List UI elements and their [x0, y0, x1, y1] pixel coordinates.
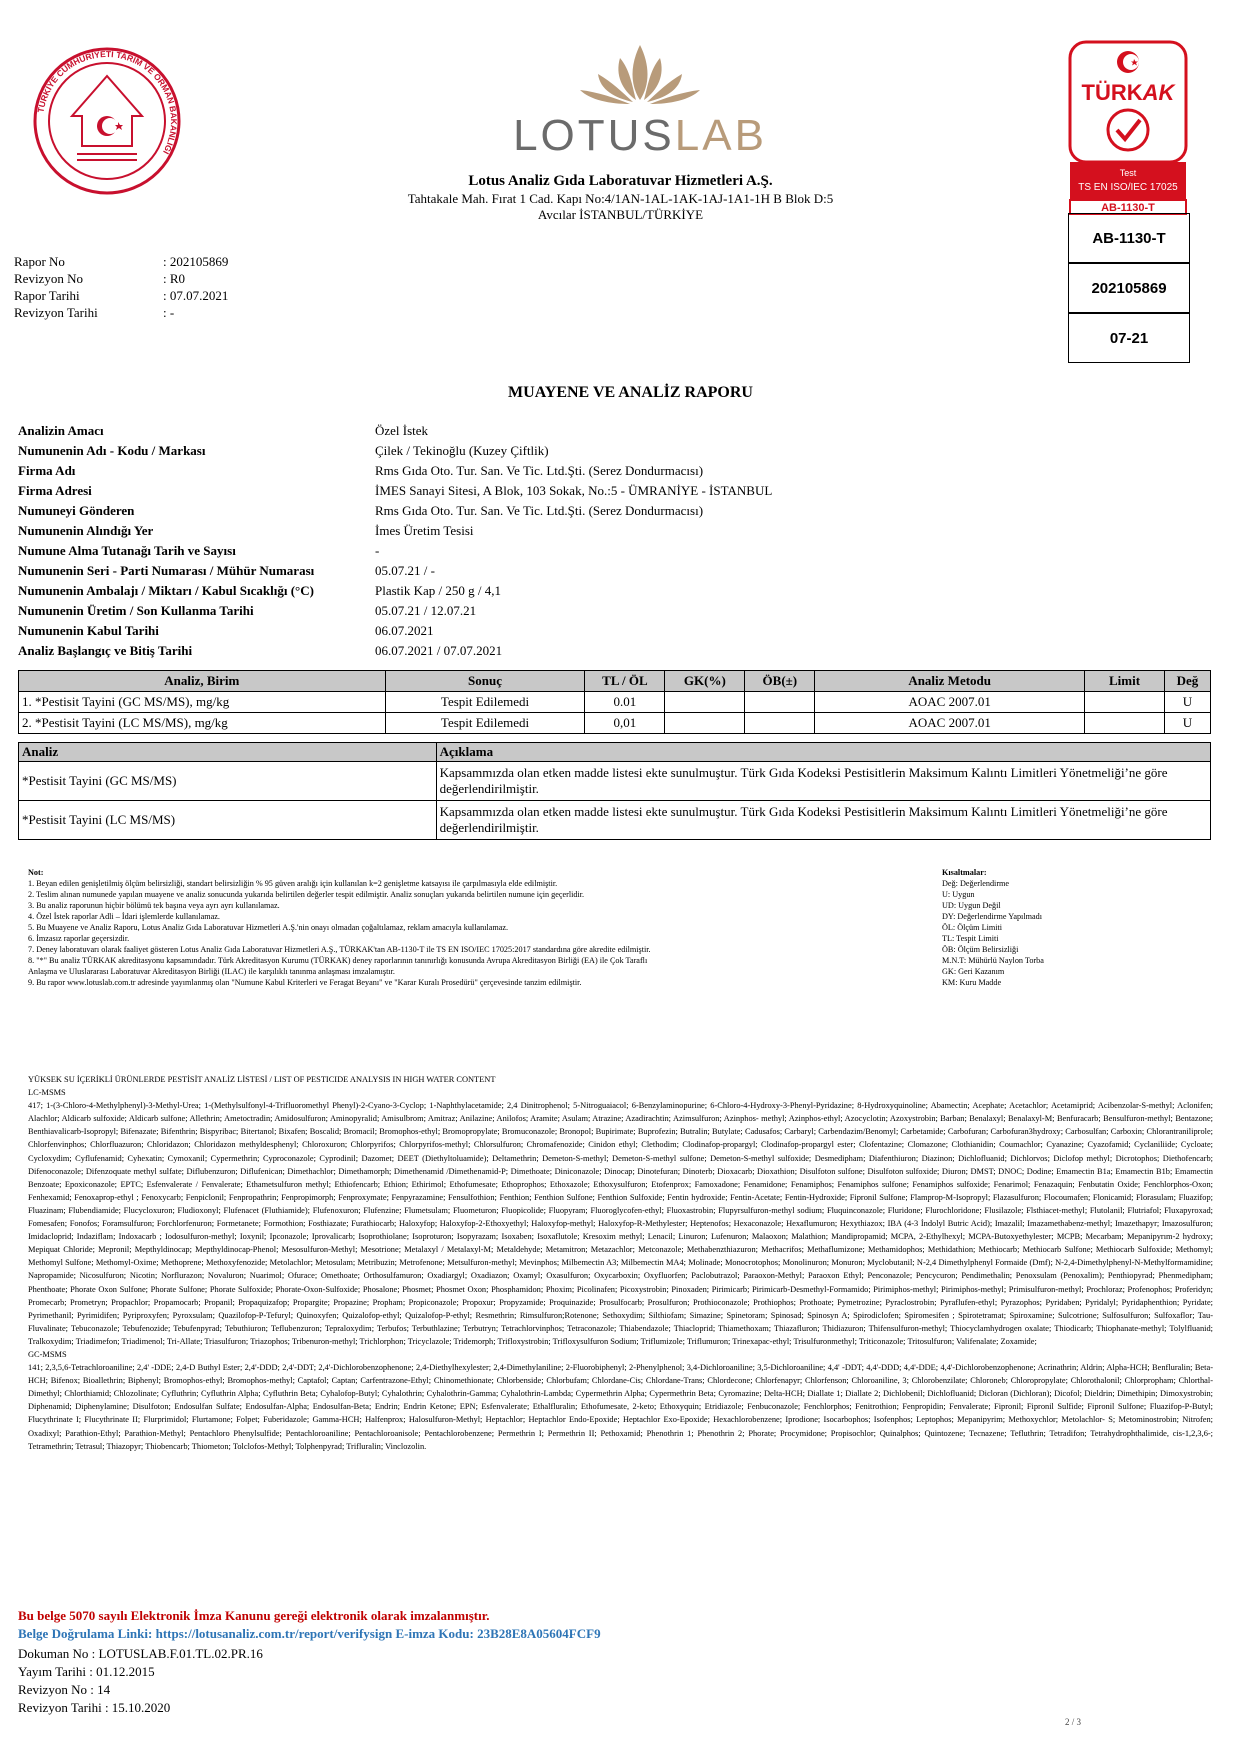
- info-value: 06.07.2021: [375, 623, 434, 638]
- svg-text:TÜRKAK: TÜRKAK: [1081, 80, 1175, 105]
- table-cell: [665, 692, 745, 713]
- column-header: Limit: [1085, 671, 1165, 692]
- column-header: Analiz, Birim: [19, 671, 386, 692]
- table-cell: [745, 713, 815, 734]
- document-info-line: Yayım Tarihi : 01.12.2015: [18, 1664, 155, 1679]
- info-value: 05.07.21 / -: [375, 563, 435, 578]
- abbreviation-item: GK: Geri Kazanım: [942, 967, 1005, 976]
- info-value: Rms Gıda Oto. Tur. San. Ve Tic. Ltd.Şti. (Serez Dondurmacısı): [375, 503, 704, 518]
- info-value: İMES Sanayi Sitesi, A Blok, 103 Sokak, No.:5 - ÜMRANİYE - İSTANBUL: [375, 483, 773, 498]
- meta-label: Rapor No: [14, 254, 65, 269]
- report-number-box: 202105869: [1068, 263, 1190, 313]
- table-cell: *Pestisit Tayini (LC MS/MS): [19, 801, 437, 840]
- company-name: Lotus Analiz Gıda Laboratuvar Hizmetleri A.Ş.: [468, 173, 773, 189]
- column-header: ÖB(±): [745, 671, 815, 692]
- svg-text:AB-1130-T: AB-1130-T: [1101, 202, 1155, 214]
- note-item: 1. Beyan edilen genişletilmiş ölçüm belirsizliği, standart belirsizliğin % 95 güven aralığı için kullanılan k=2 genişletme katsayısı ile çarpılmasıyla elde edilmiştir.: [28, 879, 558, 888]
- note-item: 7. Deney laboratuvarı olarak faaliyet gösteren Lotus Analiz Gıda Laboratuvar Hizmetleri A.Ş., TÜRKAK'tan AB-1130-T ile TS EN ISO/IEC 17025:2017 standardına göre akredite edilmiştir.: [28, 945, 651, 954]
- period-box: 07-21: [1068, 313, 1190, 363]
- column-header: Sonuç: [385, 671, 585, 692]
- info-label: Firma Adı: [18, 463, 76, 478]
- table-row: [19, 762, 1211, 801]
- pesticide-list: [28, 1073, 1213, 1453]
- document-info-line: Dokuman No : LOTUSLAB.F.01.TL.02.PR.16: [18, 1646, 263, 1661]
- explanation-table: [18, 742, 1211, 840]
- abbreviation-item: U: Uygun: [942, 890, 975, 899]
- table-cell: *Pestisit Tayini (GC MS/MS): [19, 762, 437, 801]
- table-row: [19, 692, 1211, 713]
- info-label: Firma Adresi: [18, 483, 92, 498]
- table-row: [19, 801, 1211, 840]
- verification-link[interactable]: Belge Doğrulama Linki: https://lotusanaliz.com.tr/report/verifysign E-imza Kodu: 23B28E8A05604FCF9: [18, 1626, 601, 1641]
- info-label: Numunenin Ambalajı / Miktarı / Kabul Sıcaklığı (°C): [18, 583, 314, 598]
- info-label: Analiz Başlangıç ve Bitiş Tarihi: [18, 643, 193, 658]
- accreditation-number-box: AB-1130-T: [1068, 213, 1190, 263]
- meta-value: : R0: [163, 271, 186, 286]
- note-item: 4. Özel İstek raporlar Adli – İdari işlemlerde kullanılamaz.: [28, 912, 220, 921]
- abbreviations-title: Kısaltmalar:: [942, 868, 987, 877]
- results-table: [18, 670, 1211, 734]
- table-cell: AOAC 2007.01: [815, 713, 1085, 734]
- table-cell: 0,01: [585, 713, 665, 734]
- info-value: İmes Üretim Tesisi: [375, 523, 474, 538]
- abbreviation-item: TL: Tespit Limiti: [942, 934, 999, 943]
- abbreviation-item: ÖB: Ölçüm Belirsizliği: [942, 945, 1019, 954]
- note-item: 8. "*" Bu analiz TÜRKAK akreditasyonu kapsamındadır. Türk Akreditasyon Kurumu (TÜRKAK) deney raporlarının tanınırlığı konusunda Avrupa Akreditasyon Birliği (EA) ile Çok Taraflı: [28, 956, 648, 965]
- info-label: Numuneyi Gönderen: [18, 503, 135, 518]
- column-header: Analiz: [19, 743, 437, 762]
- meta-label: Rapor Tarihi: [14, 288, 80, 303]
- info-label: Numunenin Alındığı Yer: [18, 523, 154, 538]
- table-cell: 0.01: [585, 692, 665, 713]
- info-label: Numunenin Adı - Kodu / Markası: [18, 443, 206, 458]
- meta-label: Revizyon No: [14, 271, 83, 286]
- table-cell: Tespit Edilemedi: [385, 692, 585, 713]
- table-header-row: [19, 743, 1211, 762]
- abbreviation-item: Değ: Değerlendirme: [942, 879, 1010, 888]
- company-address-line1: Tahtakale Mah. Fırat 1 Cad. Kapı No:4/1AN-1AL-1AK-1AJ-1A1-1H B Blok D:5: [407, 191, 834, 206]
- info-value: 06.07.2021 / 07.07.2021: [375, 643, 503, 658]
- notes-section: [28, 867, 928, 988]
- table-cell: AOAC 2007.01: [815, 692, 1085, 713]
- info-value: Rms Gıda Oto. Tur. San. Ve Tic. Ltd.Şti. (Serez Dondurmacısı): [375, 463, 704, 478]
- meta-value: : 07.07.2021: [163, 288, 229, 303]
- svg-text:TÜRKİYE CUMHURİYETİ TARIM VE O: TÜRKİYE CUMHURİYETİ TARIM VE ORMAN BAKANLIĞI: [35, 48, 180, 157]
- lc-msms-label: LC-MSMS: [28, 1088, 66, 1098]
- note-item: 9. Bu rapor www.lotuslab.com.tr adresinde yayımlanmış olan "Numune Kabul Kriterleri ve Feragat Beyanı" ve "Karar Kuralı Prosedürü" çerçevesinde tanzim edilmiştir.: [28, 978, 582, 987]
- note-item: 3. Bu analiz raporunun hiçbir bölümü tek başına veya ayrı ayrı kullanılamaz.: [28, 901, 280, 910]
- gc-msms-label: GC-MSMS: [28, 1349, 67, 1359]
- info-label: Numune Alma Tutanağı Tarih ve Sayısı: [18, 543, 236, 558]
- notes-title: Not:: [28, 868, 44, 877]
- column-header: Değ: [1164, 671, 1210, 692]
- column-header: Analiz Metodu: [815, 671, 1085, 692]
- note-item: 2. Teslim alınan numunede yapılan muayene ve analiz sonucunda yukarıda belirtilen değerler tespit edilmiştir. Analiz sonuçları yukarıda belirtilen numune için geçerlidir.: [28, 890, 585, 899]
- page-number: 2 / 3: [1065, 1717, 1082, 1727]
- note-item: 6. İmzasız raporlar geçersizdir.: [28, 934, 130, 943]
- table-cell: U: [1164, 713, 1210, 734]
- gc-msms-list: 141; 2,3,5,6-Tetrachloroaniline; 2,4' -DDE; 2,4-D Buthyl Ester; 2,4'-DDD; 2,4'-DDT; 2,4'-Dichlorobenzophenone; 2,4-Diethylhexylester; 2,4-Dimethylaniline; 2-Fluorobiphenyl; 2-Phenylphenol; 3,4-Dichloroaniline; 3,5-Dichloroaniline; 4,4' -DDT; 4,4'-DDD; 4,4'-DDE; 4,4'-Dichlorobenzophenone; Acrinathrin; Aldrin; Alpha-HCH; Benfluralin; Beta-HCH; Bifenox; Bioallethrin; Biphenyl; Bromophos-ethyl; Bromophos-methyl; Captafol; Captan; Carfentrazone-Ethyl; Chinomethionate; Chlorbenside; Chlorbufam; Chlordane-Cis; Chlordane-Trans; Chlordecone; Chlorfenapyr; Chlorfenson; Chloroaniline, 3; Chlorobenzilate; Chloroneb; Chloropropylate; Chlorothalonil; Chlorpropham; Chlorthal-Dimethyl; Chlorthiamid; Chlozolinate; Cyfluthrin; Cyfluthrin Alpha; Cyfluthrin Beta; Cyhalofop-Butyl; Cyhalothrin; Cyhalothrin-Gamma; Cyhalothrin-Lambda; Cypermethrin Alpha; Cypermethrin Beta; Cyromazine; Delta-HCH; Diallate 1; Diallate 2; Dichlobenil; Dichlofluanid; Dicloran (Dichloran); Dicofol; Dieldrin; Dimethipin; Dimoxystrobin; Diphenamid; Diphenylamine; Disulfoton; Endosulfan Sulfate; Endosulfan-Alpha; Endosulfan-Beta; Endrin; Endrin Ketone; EPN; Esfenvalerate; Ethalfluralin; Ethofumesate, 2-keto; Ethoxyquin; Etridiazole; Fenbuconazole; Fenchlorphos; Fenitrothion; Fenpropidin; Fenvalerate; Fipronil; Fipronil Sulfide; Fipronil Sulfone; Fluazifop-P-Butyl; Flucythrinate I; Flucythrinate II; Flurprimidol; Flurtamone; Folpet; Fuberidazole; Gamma-HCH; Halfenprox; Halosulfuron-Methyl; Heptachlor; Heptachlor Endo-Epoxide; Heptachlor Exo-Epoxide; Hexachlorobenzene; Iprodione; Isocarbophos; Isofenphos; Leptophos; Mepanipyrim; Methoxychlor; Metolachlor- S; Metominostrobin; Nitrofen; Oxadixyl; Parathion-Ethyl; Parathion-Methyl; Pentachloro Phenylsulfide; Pentachloroaniline; Pentachloroanisole; Pentachlorobenzene; Permethrin I; Permethrin II; Pethoxamid; Phenothrin 1; Phenothrin 2; Phorate; Procymidone; Propisochlor; Quinalphos; Quintozene; Tecnazene; Tefluthrin; Tetradifon; Tetrahydrophthalimide, cis-1,2,3,6-; Tetramethrin; Tetrasul; Thiazopyr; Thiobencarb; Thiometon; Tolclofos-Methyl; Tolphenpyrad; Trifluralin; Vinclozolin.: [28, 1363, 1213, 1451]
- table-cell: 1. *Pestisit Tayini (GC MS/MS), mg/kg: [19, 692, 386, 713]
- column-header: TL / ÖL: [585, 671, 665, 692]
- table-cell: Kapsammızda olan etken madde listesi ekte sunulmuştur. Türk Gıda Kodeksi Pestisitlerin Maksimum Kalıntı Limitleri Yönetmeliği’ne göre değerlendirilmiştir.: [436, 801, 1210, 840]
- meta-value: : -: [163, 305, 175, 320]
- lc-msms-list: 417; 1-(3-Chloro-4-Methylphenyl)-3-Methyl-Urea; 1-(Methylsulfonyl-4-Trifluoromethyl Phenyl)-2-Cyano-3-Cyclop; 1-Naphthylacetamide; 2,4 Dinitrophenol; 5-Nitroguaiacol; 6-Benzylaminopurine; 6-Chloro-4-Hydroxy-3-Phenyl-Pyridazine; 8-Hydroxyquinoline; Abamectin; Acephate; Acetachlor; Acetamiprid; Acibenzolar-S-methyl; Aclonifen; Alachlor; Aldicarb sulfoxide; Aldicarb sulfone; Allethrin; Ametoctradin; Amidosulfuron; Aminopyralid; Amisulbrom; Amitraz; Anilazine; Anilofos; Aramite; Asulam; Atrazine; Azadirachtin; Azimsulfuron; Azinphos- methyl; Azinphos-ethyl; Azocyclotin; Azoxystrobin; Barban; Benalaxyl; Benalaxyl-M; Benfuracarb; Bensulfuron-methyl; Bentazone; Benthiavalicarb-Isopropyl; Bifenazate; Bifenthrin; Bispyribac; Bitertanol; Bixafen; Boscalid; Bromacil; Bromophos-ethyl; Bromopropylate; Bromuconazole; Bronopol; Bupirimate; Buprofezin; Butralin; Butylate; Cadusafos; Carbaryl; Carbendazim/Benomyl; Carbetamide; Carbofuran; Carbofuran3hydroxy; Carbosulfan; Carboxin; Chlorantraniliprole; Chlorfenvinphos; Chlorfluazuron; Chloridazon; Chloridazon methyldesphenyl; Chloroxuron; Chlorpyrifos; Chlorpyrifos-methyl; Chlorsulfuron; Chromafenozide; Cinidon ethyl; Clethodim; Clodinafop-propargyl; Clodinafop-propargyl ester; Clofentazine; Clomazone; Clothianidin; Coumachlor; Cyanazine; Cyazofamid; Cyclaniliide; Cycloate; Cycloxydim; Cyflufenamid; Cyhexatin; Cymoxanil; Cypermethrin; Cyproconazole; Cyprodinil; Dazomet; DEET (Diethyltoluamide); Deltamethrin; Demeton-S-methyl; Demeton-S-methyl sulfone; Demeton-S-methyl sulfoxide; Desmedipham; Diafenthiuron; Diazinon; Dichlofluanid; Dichlorvos; Diclofop methyl; Dicrotophos; Diethofencarb; Difenoconazole; Difenzoquate methyl sulfate; Diflubenzuron; Diflufenican; Dimethachlor; Dimethamorph; Dimethenamid /Dimethenamid-P; Dimethoate; Diniconazole; Dinocap; Dinotefuran; Dinoterb; Dioxacarb; Dioxathion; Disulfoton sulfone; Disulfoton sulfoxide; Diuron; DMST; DNOC; Dodine; Emamectin B1a; Emamectin B1b; Emamectin Benzoate; Epoxiconazole; EPTC; Esfenvalerate / Fenvalerate; Ethametsulfuron methyl; Ethiofencarb; Ethion; Ethirimol; Ethofumesate; Ethoprophos; Ethoxazole; Ethoxysulfuron; Etofenprox; Famoxadone; Fenamidone; Fenamiphos; Fenamiphos sulfone; Fenamiphos sulfoxide; Fenarimol; Fenazaquin; Fenbutatin Oxide; Fenchlorphos-Oxon; Fenhexamid; Fenoxaprop-ethyl ; Fenoxycarb; Fenpiclonil; Fenpropathrin; Fenpropimorph; Fenproxymate; Fenpyrazamine; Fensulfothion; Fenthion; Fenthion Sulfone; Fenthion Sulfoxide; Fentin hydroxide; Fentin-Acetate; Fentin-Hydroxide; Fipronil Sulfone; Flamprop-M-Isopropyl; Flazasulfuron; Flocoumafen; Flonicamid; Florasulam; Fluazifop; Fluazinam; Flubendiamide; Flucycloxuron; Fludioxonyl; Flufenacet (Fluthiamide); Flufenoxuron; Flufenzine; Flumetsulam; Fluometuron; Fluopicolide; Fluopyram; Fluoroglycofen-ethyl; Fluoxastrobin; Flupyrsulfuron-methyl sodium; Fluquinconazole; Fluridone; Flurochloridone; Flusilazole; Flsthiacet-methyl; Flutolanil; Flutriafol; Fluxapyroxad; Fomesafen; Fonofos; Foramsulfuron; Forchlorfenuron; Formetanete; Formothion; Fosthiazate; Furathiocarb; Haloxyfop; Haloxyfop-2-Ethoxyethyl; Haloxyfop-methyl; Haloxyfop-R-Methylester; Heptenofos; Hexaconazole; Hexaflumuron; Hexythiazox; IBA (4-3 İndolyl Butric Acid); Imazalil; Imazamethabenz-methyl; Imazethapyr; Imazosulfuron; Imidacloprid; Indaziflam; Indoxacarb ; Iodosulfuron-methyl; Ioxynil; Ipconazole; Iprovalicarb; Isoprothiolane; Isoproturon; Isopyrazam; Isoxaben; Isoxaflutole; Kresoxim methyl; Lenacil; Linuron; Lufenuron; Malaoxon; Malathion; Mandipropamid; MCPA, 2-Ethylhexyl; MCPA-Butoxyethylester; MCPB; Mecarbam; Mepanipyrım-2 hydroxy; Mepiquat Chloride; Mepronil; Mepthyldinocap; Mepthyldinocap-Phenol; Mesosulfuron-Methyl; Mesotrione; Metalaxyl / Metalaxyl-M; Metaldehyde; Metamitron; Metazachlor; Metconazole; Methabenzthiazuron; Methacrifos; Methaflumizone; Methamidophos; Methidathion; Methiocarb; Methiocarb Sulfone; Methiocarb Sulfoxide; Methomyl; Methomyl Sulfone; Methomyl-Oxime; Methoprene; Methoxyfenozide; Metolachlor; Metosulam; Metribuzin; Metrofenone; Metsulfuron-methyl; Mevinphos; Milbemectin A3; Milbemectin MA4; Molinade; Monocrotophos; Monolinuron; Monuron; Myclobutanil; N-2,4 Dimethylphenyl Formaide (Dmf); N-2,4-Dimethylphenyl-N-Methylformamidine; Napropamide; Nicosulfuron; Nicotin; Norflurazon; Novaluron; Nuarimol; Ofurace; Omethoate; Orthosulfamuron; Oxadiargyl; Oxadiazon; Oxamyl; Oxasulfuron; Oxycarboxin; Oxyfluorfen; Paclobutrazol; Paraoxon-Methyl; Paraoxon Ethyl; Penconazole; Pencycuron; Pendimethalin; Penoxsulam (Penoxalim); Penthiopyrad; Phenmedipham; Phenthoate; Phorate Oxon Sulfone; Phorate Sulfone; Phorate Sulfoxide; Phorate-Oxon-Sulfoxide; Phosalone; Phosmet; Phosmet Oxon; Phosphamidon; Phoxim; Picolinafen; Picoxystrobin; Pinoxaden; Pirimicarb; Pirimicarb-Desmethyl-Formamido; Pirimiphos-methyl; Pirimiphos-methyl; Primisulfuron-methyl; Prochloraz; Profenophos; Proferidyn; Promecarb; Prometryn; Propachlor; Propamocarb; Propanil; Propaquizafop; Propargite; Propazine; Propham; Propiconazole; Propoxur; Propyzamide; Proquinazide; Prosulfocarb; Prosulfuron; Prothioconazole; Prothiophos; Prothoate; Pymetrozine; Pyraclostrobin; Pyraflufen-ethyl; Pyrazophos; Pyridaben; Pyridalyl; Pyridaphenthion; Pyridate; Pyrimethanil; Pyrimidifen; Pyriproxyfen; Pyroxsulam; Quazilofop-P-Tefuryl; Quinoxyfen; Quizalofop-ethyl; Quizalofop-P-ethyl; Resmethrin; Rimsulfuron;Rotenone; Sethoxydim; Silthiofam; Simazine; Spinetoram; Spinosad; Spinosyn A; Spirodiclofen; Spiromesifen ; Spirotetramat; Spiroxamine; Sulcotrione; Sulfosulfuron; Sulfoxaflor; Tau-Fluvalinate; Tebuconazole; Tebufenozide; Tebufenpyrad; Tebuthiuron; Teflubenzuron; Tepraloxydim; Terbufos; Terbuthlazine; Terbutryn; Tetrachlorvinphos; Tetraconazole; Thiabendazole; Thiacloprid; Thiamethoxam; Thiazafluron; Thidiazuron; Thifensulfuron-methyl; Thiocyclamhydrogen oxalate; Thiodicarb; Thiophanate-methyl; Tolylfluanid; Tralkoxydim; Triadimefon; Triadimenol; Tri-Allate; Triasulfuron; Triazophos; Tribenuron-methyl; Trichlorphon; Tricyclazole; Tridemorph; Trifloxystrobin; Trifloxysulfuron Sodium; Triflumizole; Triflumuron; Trinexapac-ethyl; Trisulfuronmethyl; Triticonazole; Tritosulfuron; Valifenalate; Zoxamide;: [28, 1101, 1213, 1346]
- meta-label: Revizyon Tarihi: [14, 305, 98, 320]
- table-cell: U: [1164, 692, 1210, 713]
- svg-text:TS EN ISO/IEC 17025: TS EN ISO/IEC 17025: [1078, 182, 1178, 193]
- abbreviation-item: DY: Değerlendirme Yapılmadı: [942, 912, 1042, 921]
- note-item: 5. Bu Muayene ve Analiz Raporu, Lotus Analiz Gıda Laboratuvar Hizmetleri A.Ş.'nin onayı olmadan çoğaltılamaz, reklam amacıyla kullanılamaz.: [28, 923, 509, 932]
- info-value: Özel İstek: [375, 423, 429, 438]
- abbreviations-section: [942, 867, 1142, 988]
- info-label: Analizin Amacı: [18, 423, 104, 438]
- note-item: Anlaşma ve Uluslararası Laboratuvar Akreditasyon Birliği (ILAC) ile karşılıklı tanınma anlaşması imzalamıştır.: [28, 967, 395, 976]
- table-cell: [1085, 692, 1165, 713]
- info-label: Numunenin Seri - Parti Numarası / Mühür Numarası: [18, 563, 315, 578]
- info-value: 05.07.21 / 12.07.21: [375, 603, 477, 618]
- table-header-row: [19, 671, 1211, 692]
- info-label: Numunenin Üretim / Son Kullanma Tarihi: [18, 603, 254, 618]
- svg-text:Test: Test: [1119, 168, 1137, 178]
- column-header: GK(%): [665, 671, 745, 692]
- svg-text:LOTUSLAB: LOTUSLAB: [513, 111, 767, 160]
- table-row: [19, 713, 1211, 734]
- company-address-line2: Avcılar İSTANBUL/TÜRKİYE: [537, 207, 704, 222]
- info-value: Çilek / Tekinoğlu (Kuzey Çiftlik): [375, 443, 549, 458]
- column-header: Açıklama: [436, 743, 1210, 762]
- abbreviation-item: KM: Kuru Madde: [942, 978, 1002, 987]
- info-value: Plastik Kap / 250 g / 4,1: [375, 583, 502, 598]
- table-cell: Tespit Edilemedi: [385, 713, 585, 734]
- table-cell: Kapsammızda olan etken madde listesi ekte sunulmuştur. Türk Gıda Kodeksi Pestisitlerin Maksimum Kalıntı Limitleri Yönetmeliği’ne göre değerlendirilmiştir.: [436, 762, 1210, 801]
- info-value: -: [375, 543, 380, 558]
- abbreviation-item: M.N.T: Mühürlü Naylon Torba: [942, 956, 1044, 965]
- pesticide-list-title: YÜKSEK SU İÇERİKLİ ÜRÜNLERDE PESTİSİT ANALİZ LİSTESİ / LIST OF PESTICIDE ANALYSIS IN HIGH WATER CONTENT: [28, 1075, 496, 1084]
- abbreviation-item: ÖL: Ölçüm Limiti: [942, 923, 1003, 932]
- e-signature-note: Bu belge 5070 sayılı Elektronik İmza Kanunu gereği elektronik olarak imzalanmıştır.: [18, 1608, 490, 1623]
- table-cell: [665, 713, 745, 734]
- table-cell: [745, 692, 815, 713]
- document-info-line: Revizyon Tarihi : 15.10.2020: [18, 1700, 171, 1715]
- table-cell: 2. *Pestisit Tayini (LC MS/MS), mg/kg: [19, 713, 386, 734]
- lotuslab-logo: [470, 40, 810, 160]
- table-cell: [1085, 713, 1165, 734]
- document-info-line: Revizyon No : 14: [18, 1682, 111, 1697]
- meta-value: : 202105869: [163, 254, 229, 269]
- report-title: MUAYENE VE ANALİZ RAPORU: [508, 384, 753, 401]
- abbreviation-item: UD: Uygun Değil: [942, 901, 1001, 910]
- info-label: Numunenin Kabul Tarihi: [18, 623, 159, 638]
